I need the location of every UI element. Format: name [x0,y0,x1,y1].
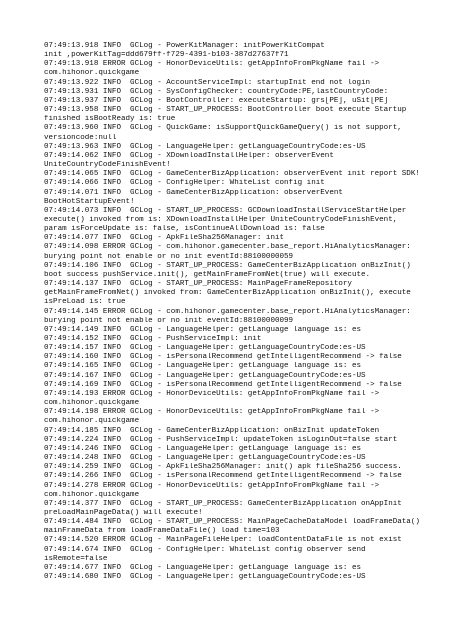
log-line: 07:49:14.157 INFO GCLog - LanguageHelper: getLanguageCountryCode:es-US [44,344,366,353]
log-line: 07:49:14.224 INFO GCLog - PushServiceImpl: updateToken isLoginOut=false start [44,435,398,444]
log-line: 07:49:14.677 INFO GCLog - LanguageHelper: getLanguage language is: es [44,563,362,572]
log-line: 07:49:13.918 ERROR GCLog - HonorDeviceUtils: getAppInfoFromPkgName fail -> [44,60,380,69]
log-line: 07:49:14.377 INFO GCLog - START_UP_PROCESS: GameCenterBizApplication onAppInit [44,499,402,508]
log-line: execute() invoked from is: XDownloadInstallHelper UniteCountryCodeFinishEvent, [44,215,398,224]
log-line: burying point not enable or no init eventId:88100000099 [44,316,294,325]
log-line: 07:49:14.160 INFO GCLog - isPersonalRecommend getIntelligentRecommend -> false [44,353,402,362]
log-line: isPreLoad is: true [44,298,126,307]
log-line: 07:49:13.958 INFO GCLog - START_UP_PROCESS: BootController boot execute Startup [44,106,407,115]
log-line: getMainFrameFromNet() invoked from: GameCenterBizApplication onBizInit(), execute [44,289,411,298]
log-line: preLoadMainPageData() will execute! [44,508,203,517]
log-line: 07:49:14.266 INFO GCLog - isPersonalRecommend getIntelligentRecommend -> false [44,472,402,481]
log-line: 07:49:14.073 INFO GCLog - START_UP_PROCESS: GCDownloadInstallServiceStartHelper [44,206,407,215]
log-line: com.hihonor.quickgame [44,490,140,499]
log-line: 07:49:14.062 INFO GCLog - XDownloadInstallHelper: observerEvent [44,151,334,160]
log-line: 07:49:14.137 INFO GCLog - START_UP_PROCESS: MainPageFrameRepository [44,280,352,289]
log-line: 07:49:14.674 INFO GCLog - ConfigHelper: WhiteList config observer send [44,545,366,554]
log-line: 07:49:14.484 INFO GCLog - START_UP_PROCESS: MainPageCacheDataModel loadFrameData() [44,518,420,527]
log-line: versioncode:null [44,133,117,142]
log-line: 07:49:14.098 ERROR GCLog - com.hihonor.gamecenter.base_report.HiAnalyticsManager: [44,243,411,252]
log-line: 07:49:14.193 ERROR GCLog - HonorDeviceUtils: getAppInfoFromPkgName fail -> [44,389,380,398]
log-line: 07:49:14.278 ERROR GCLog - HonorDeviceUtils: getAppInfoFromPkgName fail -> [44,481,380,490]
log-line: 07:49:14.165 INFO GCLog - LanguageHelper: getLanguage language is: es [44,362,362,371]
log-line: mainFrameData from loadFrameDataFile() load time=103 [44,527,280,536]
log-line: 07:49:14.680 INFO GCLog - LanguageHelper: getLanguageCountryCode:es-US [44,573,366,582]
log-line: 07:49:14.185 INFO GCLog - GameCenterBizApplication: onBizInit updateToken [44,426,380,435]
log-line: 07:49:14.169 INFO GCLog - isPersonalRecommend getIntelligentRecommend -> false [44,380,402,389]
log-line: 07:49:13.937 INFO GCLog - BootController: executeStartup: grs[PE], uSit[PE] [44,96,389,105]
log-line: param isForceUpdate is: false, isContinueAllDownload is: false [44,225,325,234]
log-line: 07:49:14.106 INFO GCLog - START_UP_PROCESS: GameCenterBizApplication onBizInit() [44,261,411,270]
log-line: 07:49:14.066 INFO GCLog - ConfigHelper: WhiteList config init [44,179,325,188]
log-line: isRemote=false [44,554,108,563]
log-line: 07:49:14.259 INFO GCLog - ApkFileSha256Manager: init() apk fileSha256 success. [44,463,402,472]
log-line: burying point not enable or no init eventId:88100000059 [44,252,294,261]
log-line: 07:49:14.077 INFO GCLog - ApkFileSha256Manager: init [44,234,285,243]
log-line: 07:49:13.931 INFO GCLog - SysConfigChecker: countryCode:PE,lastCountryCode: [44,87,389,96]
log-line: 07:49:14.149 INFO GCLog - LanguageHelper: getLanguage language is: es [44,325,362,334]
log-line: init ,powerKitTag=ddd679ff-f729-4391-b103-387d27637f71 [44,51,289,60]
log-line: 07:49:14.065 INFO GCLog - GameCenterBizApplication: observerEvent init report SDK! [44,170,420,179]
log-line: boot success pushService.init(), getMainFrameFromNet(true) will execute. [44,270,371,279]
log-text [44,42,468,582]
log-line: BootHotStartupEvent! [44,197,135,206]
log-line: com.hihonor.quickgame [44,69,140,78]
log-line: 07:49:13.922 INFO GCLog - AccountServiceImpl: startupInit end not login [44,78,371,87]
log-line: finished isBootReady is: true [44,115,176,124]
log-line: UniteCountryCodeFinishEvent! [44,161,171,170]
log-line: 07:49:14.152 INFO GCLog - PushServiceImpl: init [44,335,262,343]
log-line: 07:49:14.145 ERROR GCLog - com.hihonor.gamecenter.base_report.HiAnalyticsManager: [44,307,411,316]
log-line: 07:49:14.071 INFO GCLog - GameCenterBizApplication: observerEvent [44,188,343,197]
log-line: 07:49:14.167 INFO GCLog - LanguageHelper: getLanguageCountryCode:es-US [44,371,366,380]
log-line: 07:49:13.918 INFO GCLog - PowerKitManager: initPowerKitCompat [44,42,325,50]
log-line: 07:49:14.198 ERROR GCLog - HonorDeviceUtils: getAppInfoFromPkgName fail -> [44,408,380,417]
log-line: 07:49:14.520 ERROR GCLog - MainPageFileHelper: loadContentDataFile is not exist [44,536,402,545]
log-line: 07:49:14.248 INFO GCLog - LanguageHelper: getLanguageCountryCode:es-US [44,454,366,463]
log-line: 07:49:13.960 INFO GCLog - QuickGame: isSupportQuickGameQuery() is not support, [44,124,402,133]
log-line: 07:49:14.246 INFO GCLog - LanguageHelper: getLanguage language is: es [44,444,362,453]
log-line: com.hihonor.quickgame [44,417,140,426]
log-line: com.hihonor.quickgame [44,399,140,408]
log-line: 07:49:13.963 INFO GCLog - LanguageHelper: getLanguageCountryCode:es-US [44,142,366,151]
